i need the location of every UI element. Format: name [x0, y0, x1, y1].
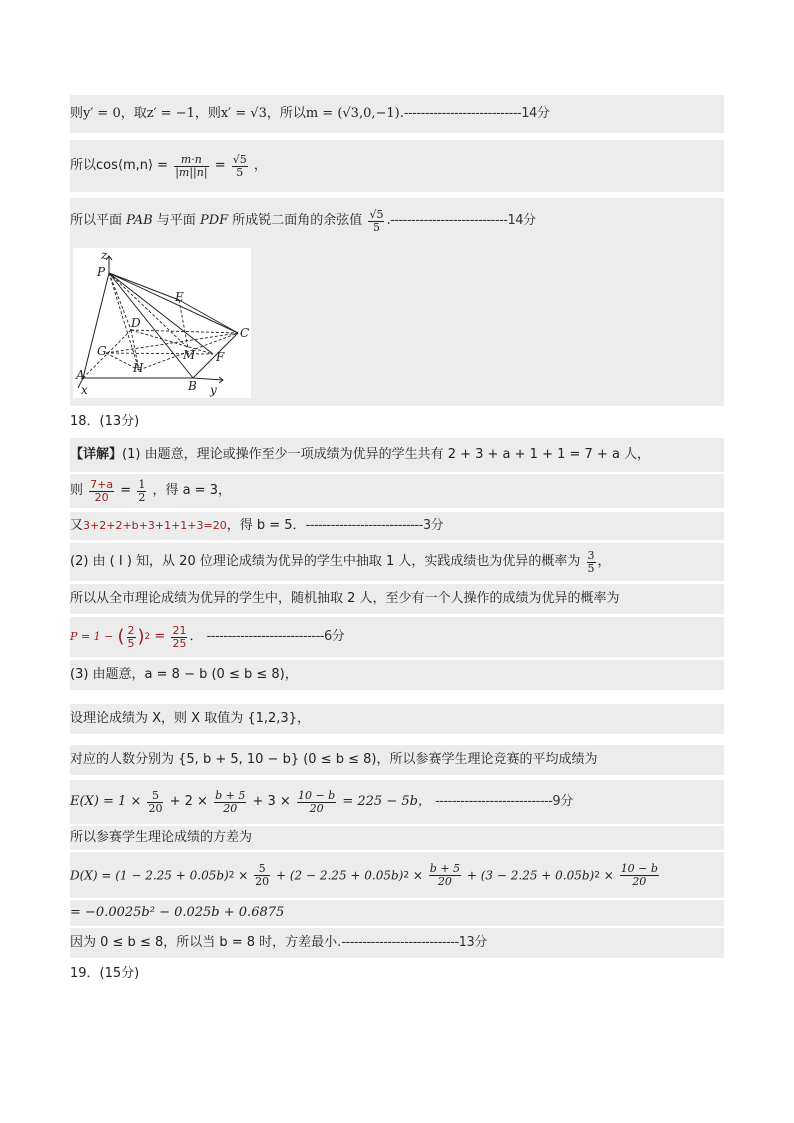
- fraction: [147, 790, 163, 815]
- fraction: [89, 479, 114, 504]
- operator: + 2 ×: [169, 794, 208, 809]
- label-x: x: [81, 383, 88, 397]
- line-text: 则: [70, 483, 84, 498]
- score-marker: ----------------------------14分: [403, 106, 550, 121]
- numerator: 1: [138, 477, 146, 491]
- numerator: 2: [127, 623, 135, 637]
- solution-line-3: [70, 198, 724, 244]
- numerator: b + 5: [429, 862, 461, 875]
- score-marker: ----------------------------3分: [305, 518, 444, 533]
- fraction: [368, 209, 384, 234]
- equals-sign: =: [120, 483, 132, 498]
- line-text: (3) 由题意，a = 8 − b (0 ≤ b ≤ 8)，: [70, 667, 298, 682]
- operator: ×: [238, 868, 249, 883]
- label-d: D: [131, 316, 141, 330]
- line-text: 则y′ = 0，取z′ = −1，则x′ = √3，所以m = (√3,0,−1).: [70, 106, 404, 121]
- label-p: P: [97, 265, 106, 279]
- question-number-19: [70, 962, 724, 986]
- solution-18-line-4: [70, 543, 724, 581]
- numerator: 3: [587, 548, 595, 562]
- label-e: E: [175, 290, 184, 304]
- question-heading: 18．(13分): [70, 414, 140, 429]
- fraction: [254, 863, 270, 888]
- edge-pm: [109, 273, 188, 348]
- denominator: 20: [309, 801, 324, 815]
- exponent: 2: [594, 870, 600, 881]
- result: = 225 − 5b，: [342, 794, 431, 809]
- edge-pc: [109, 273, 238, 333]
- operator: ×: [603, 868, 614, 883]
- line-text: 所以从全市理论成绩为优异的学生中，随机抽取 2 人，至少有一个人操作的成绩为优异的概率为: [70, 591, 620, 606]
- line-text: 所以参赛学生理论成绩的方差为: [70, 830, 253, 845]
- denominator: 20: [255, 875, 270, 888]
- solution-18-line-3: [70, 512, 724, 540]
- exponent: 2: [228, 870, 235, 881]
- line-text: 所以平面: [70, 213, 123, 228]
- numerator: m·n: [174, 154, 208, 167]
- denominator: 20: [223, 801, 238, 815]
- probability-formula: P = 1 −: [70, 630, 114, 643]
- numerator: b + 5: [215, 788, 246, 802]
- segment-df: [131, 330, 213, 354]
- line-text: 所以cos⟨m,n⟩ =: [70, 158, 169, 173]
- fraction: [137, 479, 146, 504]
- fraction: [214, 790, 246, 815]
- denominator: 25: [172, 636, 187, 650]
- numerator: 5: [254, 863, 270, 876]
- plane-name: PAB: [126, 213, 153, 228]
- label-f: F: [216, 350, 225, 364]
- fraction: [429, 863, 461, 888]
- fraction: [587, 550, 596, 575]
- equals-sign: =: [214, 158, 226, 173]
- numerator: √5: [369, 207, 384, 221]
- denominator: 20: [94, 490, 109, 504]
- edge-pa: [83, 273, 109, 378]
- solution-18-line-7: [70, 660, 724, 690]
- line-text: 对应的人数分别为 {5, b + 5, 10 − b} (0 ≤ b ≤ 8)，所以参赛学生理论竞赛的平均成绩为: [70, 752, 598, 767]
- denominator: 5: [587, 561, 595, 575]
- fraction: [620, 863, 659, 888]
- punctuation: ，: [253, 158, 267, 173]
- variance-term: + (2 − 2.25 + 0.05b): [275, 868, 404, 883]
- question-heading: 19．(15分): [70, 966, 140, 981]
- geometry-figure: [73, 248, 251, 398]
- numerator: √5: [232, 152, 247, 166]
- edge-pf: [109, 273, 213, 354]
- variance-result: = −0.0025b² − 0.025b + 0.6875: [70, 905, 285, 920]
- line-text: 又: [70, 518, 84, 533]
- fraction: [232, 154, 248, 179]
- solution-18-line-10: [70, 780, 724, 824]
- score-marker: .----------------------------14分: [386, 213, 536, 228]
- solution-line-2: [70, 140, 724, 192]
- exponent: 2: [144, 632, 151, 642]
- solution-18-line-13: [70, 900, 724, 926]
- pyramid-diagram: [73, 248, 251, 398]
- variance-term: + (3 − 2.25 + 0.05b): [466, 868, 595, 883]
- solution-18-line-1: [70, 438, 724, 472]
- solution-18-line-12: [70, 852, 724, 898]
- line-text: (2) 由 ( I ) 知，从 20 位理论成绩为优异的学生中抽取 1 人，实践成绩也为优异的概率为: [70, 554, 581, 569]
- fraction: [174, 154, 208, 179]
- denominator: 5: [127, 636, 135, 650]
- fraction: [171, 625, 187, 650]
- line-text: 设理论成绩为 X，则 X 取值为 {1,2,3}，: [70, 711, 310, 726]
- line-text: 与平面: [156, 213, 196, 228]
- numerator: 7+a: [90, 477, 114, 491]
- denominator: |m||n|: [175, 165, 208, 179]
- numerator: 21: [172, 623, 187, 637]
- label-a: A: [76, 368, 85, 382]
- right-paren: ): [137, 626, 145, 647]
- operator: + 3 ×: [252, 794, 291, 809]
- equation-highlight: 3+2+2+b+3+1+1+3=20: [83, 519, 227, 532]
- question-number-18: [70, 410, 724, 434]
- line-text: ，得 a = 3，: [152, 483, 231, 498]
- numerator: 10 − b: [297, 788, 336, 802]
- line-text: (1) 由题意，理论或操作至少一项成绩为优异的学生共有 2 + 3 + a + 1 + 1 = 7 + a 人，: [122, 447, 651, 462]
- y-axis: [193, 378, 223, 380]
- segment-gf: [106, 353, 213, 354]
- numerator: 10 − b: [620, 862, 658, 875]
- punctuation: ．: [189, 629, 203, 644]
- solution-18-line-8: [70, 704, 724, 734]
- solution-18-line-2: [70, 474, 724, 508]
- denominator: 2: [138, 490, 146, 504]
- solution-18-line-6: [70, 617, 724, 657]
- label-b: B: [188, 379, 197, 393]
- label-h: H: [133, 361, 144, 375]
- denominator: 20: [437, 875, 452, 888]
- fraction: [297, 790, 336, 815]
- solution-18-line-9: [70, 745, 724, 775]
- numerator: 5: [147, 790, 163, 803]
- label-y: y: [210, 383, 217, 397]
- solution-line-1: [70, 95, 724, 133]
- score-marker: ----------------------------9分: [435, 794, 573, 809]
- plane-name: PDF: [199, 213, 229, 228]
- label-c: C: [240, 326, 250, 340]
- detail-tag: 【详解】: [70, 447, 123, 462]
- solution-18-line-11: [70, 826, 724, 850]
- line-text: ，得 b = 5．: [226, 518, 306, 533]
- edge-ec: [179, 300, 238, 333]
- line-text: 所成锐二面角的余弦值: [232, 213, 363, 228]
- score-marker: ----------------------------13分: [341, 935, 487, 950]
- label-m: M: [183, 348, 196, 362]
- label-g: G: [97, 344, 107, 358]
- score-marker: ----------------------------6分: [206, 629, 345, 644]
- equals-sign: =: [154, 629, 166, 644]
- line-text: 因为 0 ≤ b ≤ 8，所以当 b = 8 时，方差最小.: [70, 935, 342, 950]
- expectation-formula: E(X) = 1 ×: [70, 794, 142, 809]
- punctuation: ，: [597, 554, 611, 569]
- denominator: 20: [148, 801, 163, 815]
- denominator: 5: [372, 220, 380, 234]
- solution-18-line-5: [70, 584, 724, 614]
- variance-term: D(X) = (1 − 2.25 + 0.05b): [70, 868, 229, 883]
- denominator: 5: [236, 165, 244, 179]
- operator: ×: [412, 868, 423, 883]
- exponent: 2: [403, 870, 410, 881]
- fraction: [127, 625, 136, 650]
- label-z: z: [101, 248, 108, 262]
- left-paren: (: [117, 626, 125, 647]
- solution-18-line-14: [70, 928, 724, 958]
- denominator: 20: [632, 875, 647, 888]
